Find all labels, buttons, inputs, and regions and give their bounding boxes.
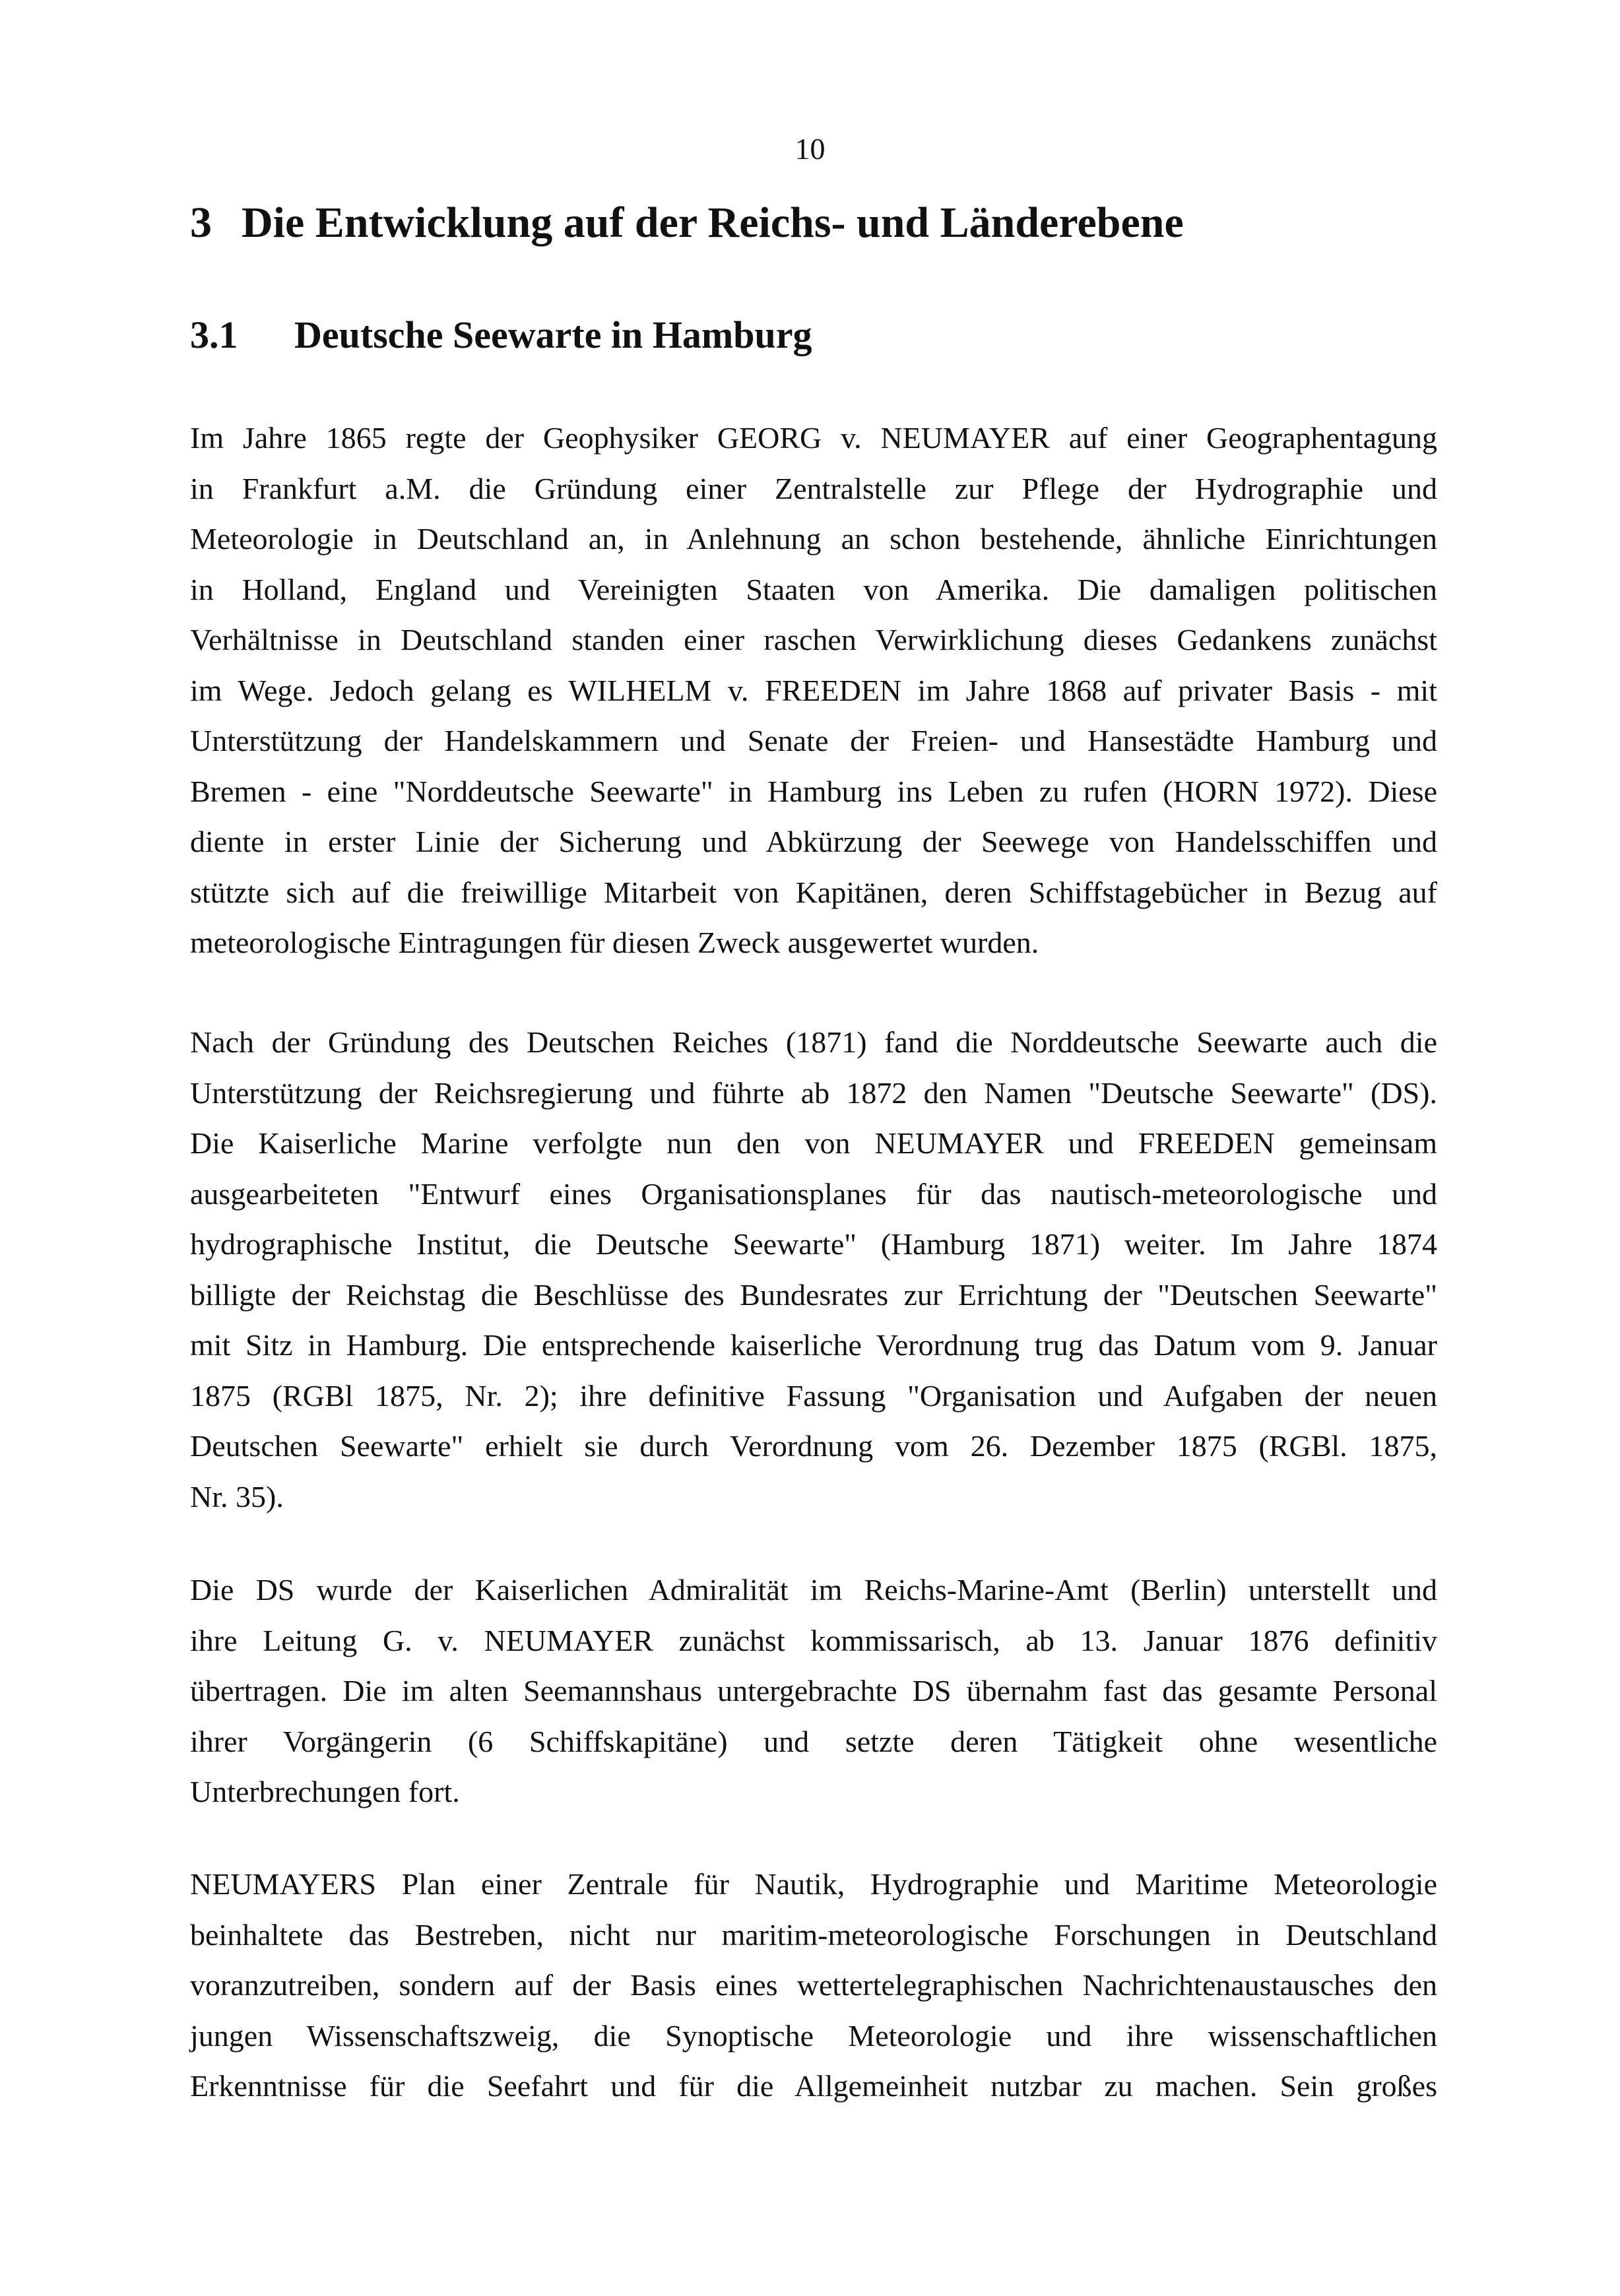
paragraph-line: Unterstützung der Reichsregierung und führte ab 1872 den Namen "Deutsche Seewarte" (DS). — [190, 1075, 1437, 1110]
paragraph-line: Nr. 35). — [190, 1479, 284, 1514]
paragraph-line: billigte der Reichstag die Beschlüsse des Bundesrates zur Errichtung der "Deutschen Seewarte" — [190, 1277, 1437, 1312]
paragraph-line: in Holland, England und Vereinigten Staaten von Amerika. Die damaligen politischen — [190, 572, 1437, 606]
paragraph-line: Deutschen Seewarte" erhielt sie durch Verordnung vom 26. Dezember 1875 (RGBl. 1875, — [190, 1429, 1437, 1463]
paragraph-2 — [190, 1017, 1437, 1522]
paragraph-line: meteorologische Eintragungen für diesen Zweck ausgewertet wurden. — [190, 926, 1039, 959]
paragraph-line: Erkenntnisse für die Seefahrt und für die Allgemeinheit nutzbar zu machen. Sein großes — [190, 2069, 1437, 2103]
paragraph-line: Verhältnisse in Deutschland standen einer raschen Verwirklichung dieses Gedankens zunächst — [190, 623, 1437, 656]
chapter-heading — [190, 195, 1444, 251]
paragraph-line: ihre Leitung G. v. NEUMAYER zunächst kommissarisch, ab 13. Januar 1876 definitiv — [190, 1623, 1437, 1657]
paragraph-line: voranzutreiben, sondern auf der Basis eines wettertelegraphischen Nachrichtenaustausches den — [190, 1968, 1437, 2002]
paragraph-line: in Frankfurt a.M. die Gründung einer Zentralstelle zur Pflege der Hydrographie und — [190, 471, 1437, 505]
chapter-number: 3 — [190, 199, 212, 247]
paragraph-line: Nach der Gründung des Deutschen Reiches (1871) fand die Norddeutsche Seewarte auch die — [190, 1025, 1437, 1059]
paragraph-line: jungen Wissenschaftszweig, die Synoptische Meteorologie und ihre wissenschaftlichen — [190, 2018, 1437, 2053]
paragraph-line: 1875 (RGBl 1875, Nr. 2); ihre definitive Fassung "Organisation und Aufgaben der neuen — [190, 1378, 1437, 1413]
paragraph-1 — [190, 413, 1437, 969]
paragraph-line: Unterbrechungen fort. — [190, 1775, 460, 1808]
paragraph-line: ausgearbeiteten "Entwurf eines Organisationsplanes für das nautisch-meteorologische und — [190, 1176, 1437, 1211]
paragraph-line: diente in erster Linie der Sicherung und Abkürzung der Seewege von Handelsschiffen und — [190, 825, 1437, 858]
paragraph-line: stützte sich auf die freiwillige Mitarbeit von Kapitänen, deren Schiffstagebücher in Bezug auf — [190, 875, 1437, 909]
section-title: Deutsche Seewarte in Hamburg — [294, 313, 812, 356]
paragraph-line: NEUMAYERS Plan einer Zentrale für Nautik, Hydrographie und Maritime Meteorologie — [190, 1867, 1437, 1901]
paragraph-line: beinhaltete das Bestreben, nicht nur maritim-meteorologische Forschungen in Deutschland — [190, 1917, 1437, 1952]
paragraph-line: mit Sitz in Hamburg. Die entsprechende kaiserliche Verordnung trug das Datum vom 9. Januar — [190, 1328, 1437, 1362]
paragraph-line: Im Jahre 1865 regte der Geophysiker GEORG v. NEUMAYER auf einer Geographentagung — [190, 421, 1437, 455]
section-heading — [190, 310, 1444, 360]
paragraph-line: Die DS wurde der Kaiserlichen Admiralität im Reichs-Marine-Amt (Berlin) unterstellt und — [190, 1573, 1437, 1607]
paragraph-3 — [190, 1565, 1437, 1818]
paragraph-4 — [190, 1859, 1437, 2112]
paragraph-line: Bremen - eine "Norddeutsche Seewarte" in Hamburg ins Leben zu rufen (HORN 1972). Diese — [190, 774, 1437, 808]
paragraph-line: Meteorologie in Deutschland an, in Anlehnung an schon bestehende, ähnliche Einrichtungen — [190, 522, 1437, 556]
chapter-title: Die Entwicklung auf der Reichs- und Länderebene — [242, 199, 1184, 247]
paragraph-line: ihrer Vorgängerin (6 Schiffskapitäne) und setzte deren Tätigkeit ohne wesentliche — [190, 1724, 1437, 1758]
paragraph-line: übertragen. Die im alten Seemannshaus untergebrachte DS übernahm fast das gesamte Personal — [190, 1674, 1437, 1707]
paragraph-line: im Wege. Jedoch gelang es WILHELM v. FREEDEN im Jahre 1868 auf privater Basis - mit — [190, 673, 1437, 707]
paragraph-line: Unterstützung der Handelskammern und Senate der Freien- und Hansestädte Hamburg und — [190, 724, 1437, 757]
paragraph-line: Die Kaiserliche Marine verfolgte nun den von NEUMAYER und FREEDEN gemeinsam — [190, 1126, 1437, 1160]
page-number: 10 — [794, 132, 826, 166]
section-number: 3.1 — [190, 313, 238, 356]
paragraph-line: hydrographische Institut, die Deutsche Seewarte" (Hamburg 1871) weiter. Im Jahre 1874 — [190, 1227, 1437, 1261]
